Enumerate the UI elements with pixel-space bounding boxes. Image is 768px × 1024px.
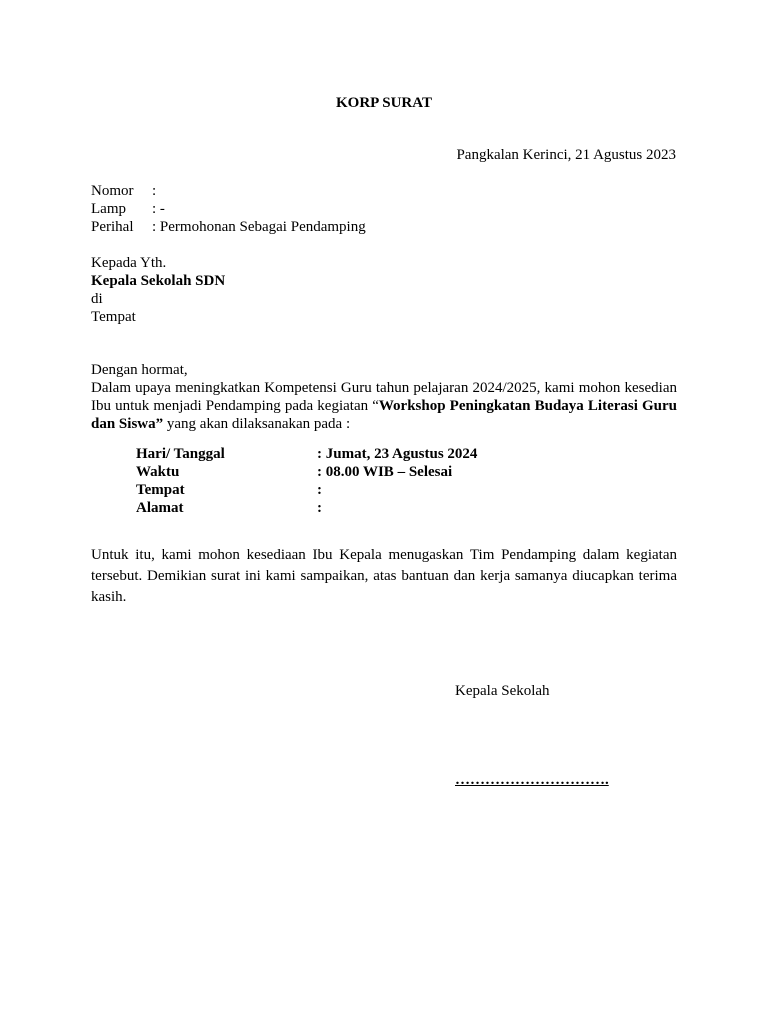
place-date: Pangkalan Kerinci, 21 Agustus 2023: [456, 147, 676, 163]
detail-label: Alamat: [136, 500, 184, 516]
body-intro: Dalam upaya meningkatkan Kompetensi Guru tahun pelajaran 2024/2025, kami mohon kesedian Ibu untuk menjadi Pendamping pada kegiatan “: [91, 380, 677, 414]
letter-title: KORP SURAT: [336, 95, 432, 111]
detail-value: :: [317, 482, 322, 498]
meta-value: :: [152, 183, 157, 199]
detail-label: Waktu: [136, 464, 180, 480]
detail-alamat: [136, 499, 322, 517]
detail-label: Hari/ Tanggal: [136, 446, 225, 462]
meta-value: : Permohonan Sebagai Pendamping: [152, 219, 366, 235]
signer-name-placeholder: ………………………….: [455, 772, 609, 788]
recipient-place: Tempat: [91, 309, 136, 325]
meta-nomor: [91, 182, 156, 200]
event-name: Workshop Peningkatan Budaya Literasi Guru dan Siswa”: [91, 398, 677, 432]
meta-label: Lamp: [91, 201, 126, 217]
recipient-prep: di: [91, 291, 103, 307]
detail-waktu: [136, 463, 452, 481]
salutation: Dengan hormat,: [91, 362, 188, 378]
detail-hari-tanggal: [136, 445, 477, 463]
meta-label: Perihal: [91, 219, 134, 235]
detail-tempat: [136, 481, 322, 499]
detail-value: : Jumat, 23 Agustus 2024: [317, 446, 478, 462]
detail-label: Tempat: [136, 482, 185, 498]
meta-value: : -: [152, 201, 165, 217]
recipient-greeting: Kepada Yth.: [91, 255, 167, 271]
signer-title: Kepala Sekolah: [455, 683, 550, 699]
recipient-name: Kepala Sekolah SDN: [91, 273, 226, 289]
detail-value: :: [317, 500, 322, 516]
meta-perihal: [91, 218, 366, 236]
body-paragraph: [91, 379, 677, 433]
meta-label: Nomor: [91, 183, 134, 199]
body-after: yang akan dilaksanakan pada :: [163, 416, 351, 432]
detail-value: : 08.00 WIB – Selesai: [317, 464, 453, 480]
meta-lamp: [91, 200, 165, 218]
closing-paragraph: Untuk itu, kami mohon kesediaan Ibu Kepala menugaskan Tim Pendamping dalam kegiatan tersebut. Demikian surat ini kami sampaikan, atas bantuan dan kerja samanya diucapkan terima kasih.: [91, 547, 677, 605]
